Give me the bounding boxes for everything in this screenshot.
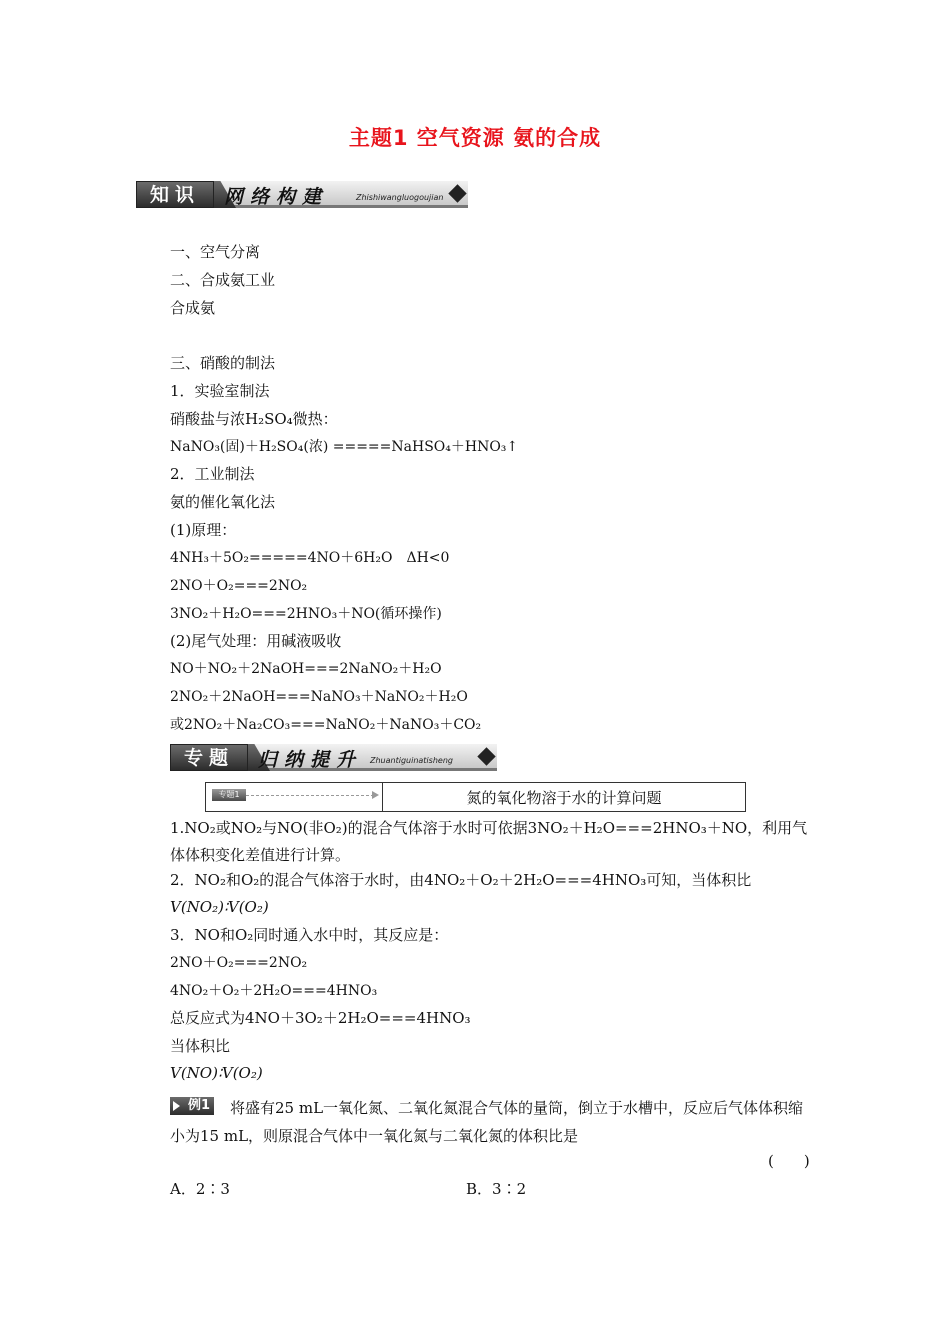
answer-paren: ( ) [768,1152,810,1170]
text-line: 硝酸盐与浓H₂SO₄微热： [170,410,338,428]
text-line: 2．工业制法 [170,465,255,483]
banner-pinyin: Zhuantiguinatisheng [370,756,453,765]
text-line: V(NO)∶V(O₂) [170,1064,263,1082]
equation: 2NO＋O₂===2NO₂ [170,955,308,971]
text-line: 1．实验室制法 [170,382,270,400]
text-line: 2．NO₂和O₂的混合气体溶于水时，由4NO₂＋O₂＋2H₂O===4HNO₃可知，当体积比 [170,871,752,889]
example-label: 例1 [170,1097,214,1115]
page-title: 主题1 空气资源 氨的合成 [348,126,602,150]
text-line: 当体积比 [170,1037,231,1055]
text-line: 总反应式为4NO＋3O₂＋2H₂O===4HNO₃ [170,1009,471,1027]
option-a[interactable]: A．2∶3 [170,1180,230,1198]
text-line: 三、硝酸的制法 [170,354,276,372]
example-question: 将盛有25 mL一氧化氮、二氧化氮混合气体的量筒，倒立于水槽中，反应后气体体积缩小为15 mL，则原混合气体中一氧化氮与二氧化氮的体积比是 [170,1099,804,1145]
equation: 3NO₂＋H₂O===2HNO₃＋NO(循环操作) [170,606,442,622]
topic-title: 氮的氧化物溶于水的计算问题 [466,789,662,807]
banner-label: 专题 [170,744,248,771]
arrow-right-icon [372,791,379,799]
banner-pinyin: Zhishiwangluogoujian [356,193,444,202]
text-line: V(NO₂)∶V(O₂) [170,898,269,916]
text-line: 二、合成氨工业 [170,271,276,289]
banner-title: 归纳提升 [258,749,363,771]
topic-header-box [205,782,746,812]
equation: NaNO₃(固)＋H₂SO₄(浓) =====NaHSO₄＋HNO₃↑ [170,439,519,455]
banner-label: 知识 [136,181,214,208]
arrow-line [246,795,374,796]
text-line: 一、空气分离 [170,243,261,261]
equation: 4NH₃＋5O₂=====4NO＋6H₂O ΔH<0 [170,550,450,566]
text-line: 3．NO和O₂同时通入水中时，其反应是： [170,926,449,944]
topic-chip: 专题1 [212,789,246,801]
equation: 4NO₂＋O₂＋2H₂O===4HNO₃ [170,983,378,999]
text-line: (2)尾气处理：用碱液吸收 [170,632,342,650]
equation: 或2NO₂＋Na₂CO₃===NaNO₂＋NaNO₃＋CO₂ [170,717,482,733]
banner-title: 网络构建 [224,186,329,208]
equation: NO＋NO₂＋2NaOH===2NaNO₂＋H₂O [170,661,442,677]
equation: 2NO₂＋2NaOH===NaNO₃＋NaNO₂＋H₂O [170,689,468,705]
option-b[interactable]: B．3∶2 [466,1180,527,1198]
text-line: 合成氨 [170,299,216,317]
paragraph: 1.NO₂或NO₂与NO(非O₂)的混合气体溶于水时可依据3NO₂＋H₂O===2HNO₃＋NO，利用气体体积变化差值进行计算。 [170,819,808,864]
topic-tag [206,783,383,811]
text-line: (1)原理： [170,521,237,539]
equation: 2NO＋O₂===2NO₂ [170,578,308,594]
section-banner-topic [170,744,497,774]
text-line: 氨的催化氧化法 [170,493,276,511]
section-banner-knowledge [136,181,468,211]
